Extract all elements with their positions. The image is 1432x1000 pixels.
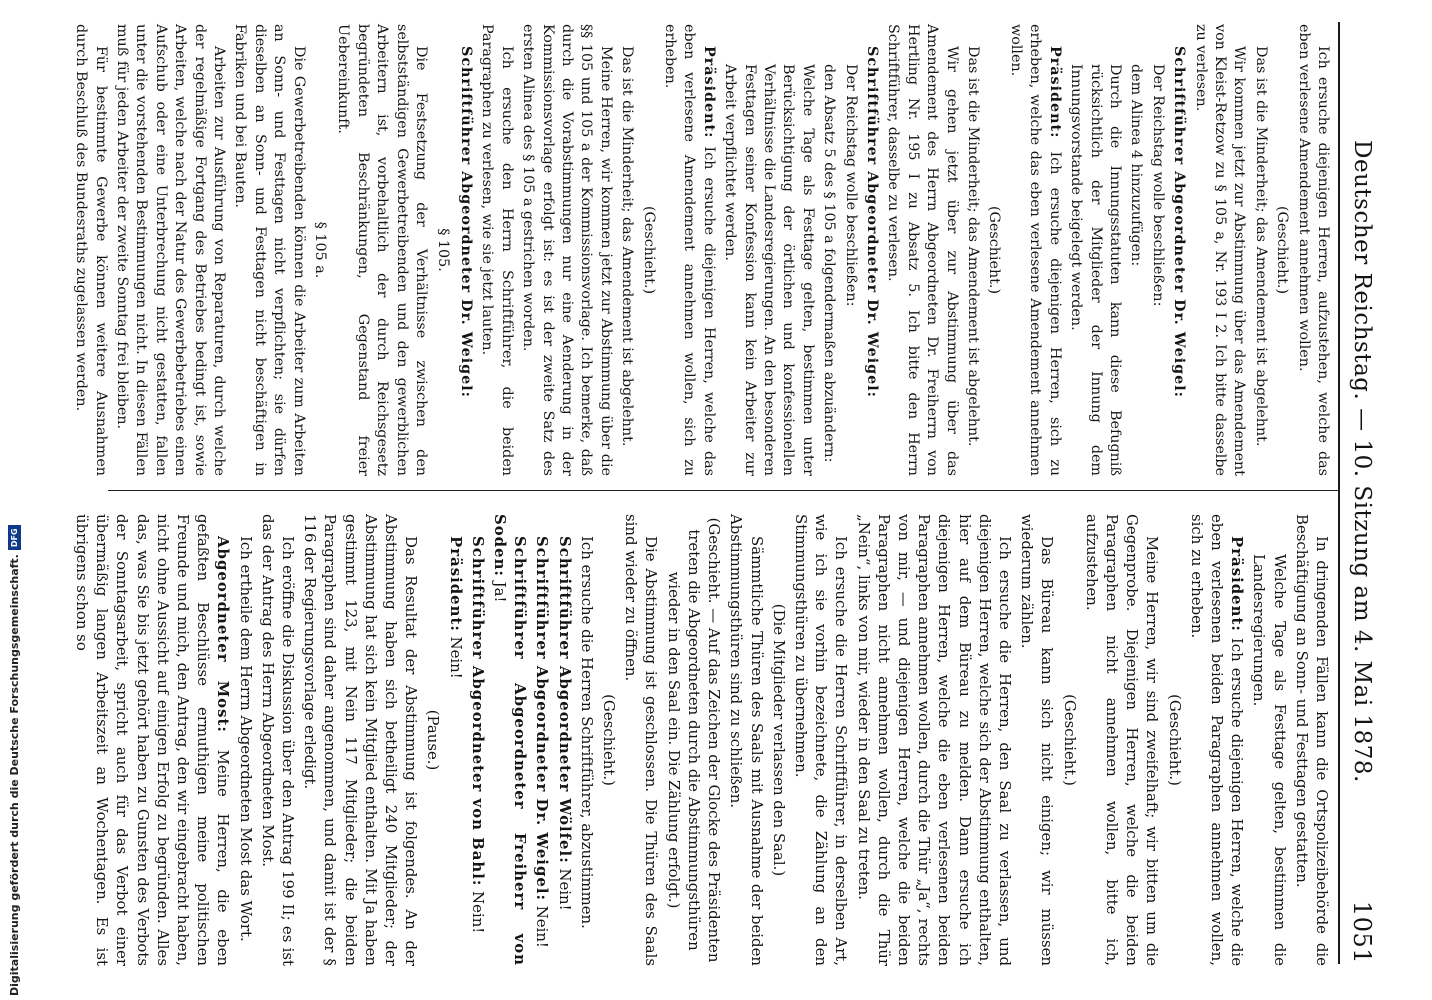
paragraph	[112, 24, 228, 476]
paragraph-text: Ich ersuche diejenigen Herren, sich zu erheben, welche das eben verlesene Amendement annehmen wollen.	[1007, 24, 1063, 477]
paragraph-text: Arbeiten zur Ausführung von Reparaturen, durch welche der regelmäßige Fortgang des Betriebes bedingt ist, sowie Arbeiten, welche nach der Natur des Gewerbebetriebes einen Aufschub oder eine Unterbrechung nicht gestatten, fallen unter die vorstehenden Bestimmungen nicht. In diesen Fällen muß für jeden Arbeiter der zweite Sonntag frei bleiben.	[114, 24, 228, 476]
stage-direction	[1272, 24, 1291, 476]
paragraph	[300, 514, 421, 966]
paragraph	[456, 24, 475, 476]
paragraph-text: (Pause.)	[424, 709, 443, 771]
credit-text: Digitalisierung gefördert durch die Deutsche Forschungsgemeinschaft.	[8, 554, 21, 996]
right-column	[70, 514, 1332, 966]
speaker-name: Präsident:	[1046, 46, 1063, 139]
stage-direction	[664, 514, 725, 966]
section-heading	[432, 24, 451, 476]
paragraph-text: Ich ersuche diejenigen Herren, aufzustehen, welche das eben verlesene Amendement annehmen wollen.	[1295, 24, 1331, 476]
paragraph-text: § 105 a.	[312, 221, 329, 279]
paragraph-text: Meine Herren, die eben gefaßten Beschlüsse ermuthigen meine politischen Freunde und mich, den Antrag, den wir eingebracht haben, nicht ohne Aussicht auf einigen Erfolg zu begründen. Alles das, was Sie bis jetzt gehört haben zu Gunsten des Verbots der Sonntagsarbeit, spricht auch für das Verbot einer übermäßig langen Arbeitszeit an Wochentagen. Es ist übrigens schon so	[73, 514, 233, 967]
stage-direction	[1059, 514, 1079, 966]
paragraph-text: Meine Herren, wir sind zweifelhaft; wir bitten um die Gegenprobe. Diejenigen Herren, welche die beiden Paragraphen nicht annehmen wollen, bitte ich, aufzustehen.	[1082, 514, 1162, 966]
paragraph	[1187, 514, 1248, 966]
paragraph	[621, 514, 661, 966]
paragraph	[853, 514, 1015, 966]
speaker-name: Abgeordneter Most:	[214, 536, 233, 733]
paragraph-text: Ich ersuche die Herren Schriftführer, abzustimmen.	[577, 536, 596, 929]
paragraph-text: Die Festsetzung der Verhältnisse zwischen den selbstständigen Gewerbetreibenden und den gewerblichen Arbeitern ist, vorbehaltlich der durch Reichsgesetz begründeten Beschränkungen, Gegenstand freier Uebereinkunft.	[335, 24, 430, 476]
paragraph	[230, 24, 308, 476]
paragraph	[333, 24, 430, 476]
paragraph-text: Die Abstimmung ist geschlossen. Die Thüren des Saals sind wieder zu öffnen.	[622, 514, 661, 966]
paragraph	[1082, 514, 1163, 966]
paragraph-text: Ich ersuche diejenigen Herren, welche das eben verlesene Amendement annehmen wollen, sich zu erheben.	[662, 24, 717, 477]
paragraph	[660, 24, 718, 476]
paragraph-text: (Geschieht.)	[640, 205, 657, 295]
paragraph	[862, 24, 881, 476]
paragraph	[1250, 24, 1269, 476]
paragraph	[71, 24, 110, 476]
paragraph-text: Wir gehen jetzt über zur Abstimmung über das Amendement des Herrn Abgeordneten Dr. Freiherrn von Hertling Nr. 195 I zu Absatz 5. Ich bitte den Herrn Schriftführer, dasselbe zu verlesen.	[885, 24, 960, 476]
paragraph	[883, 24, 961, 476]
paragraph-text: Die Gewerbetreibenden können die Arbeiter zum Arbeiten an Sonn- und Festtagen nicht verpflichten; sie dürfen dieselben an Sonn- und Festtagen nicht beschäftigen in Fabriken und bei Bauten.	[232, 24, 307, 476]
speaker-name: Schriftführer Abgeordneter Wölfel:	[555, 536, 574, 864]
quoted-motion	[819, 24, 838, 476]
paragraph	[468, 514, 488, 966]
paragraph-text: dem Alinea 4 hinzuzufügen:	[1128, 64, 1145, 267]
paragraph	[258, 514, 298, 966]
speaker-name: Präsident:	[1228, 536, 1247, 632]
paragraph-text: (Geschieht.)	[1060, 694, 1079, 786]
paragraph	[1169, 24, 1188, 476]
paragraph-text: Welche Tage als Festtage gelten, bestimmen die Landesregierungen.	[1250, 554, 1289, 966]
stage-direction	[423, 514, 443, 966]
paragraph-text: den Absatz 5 des § 105 a folgendermaßen abzuändern:	[821, 64, 838, 463]
paragraph-text: Ich ersuche die Herren, den Saal zu verlassen, und diejenigen Herren, welche sich der Abstimmung enthalten, hier auf dem Büreau zu melden. Dann ersuche ich diejenigen Herren, welche die eben verlesenen beiden Paragraphen annehmen wollen, durch die Thür „Ja“, rechts von mir, — und diejenigen Herren, welche die beiden Paragraphen nicht annehmen wollen, durch die Thür „Nein“, links von mir, wieder in den Saal zu treten.	[854, 514, 1014, 966]
speaker-name: Schriftführer Abgeordneter von Bahl:	[468, 536, 487, 887]
paragraph	[490, 514, 530, 966]
left-column	[69, 24, 1332, 476]
dfg-logo: DFG	[8, 525, 21, 550]
speaker-name: Schriftführer Abgeordneter Freiherr von Soden:	[491, 514, 530, 966]
paragraph	[1293, 24, 1332, 476]
speaker-name: Schriftführer Abgeordneter Dr. Weigel:	[533, 536, 552, 901]
quoted-motion	[720, 24, 817, 476]
running-title: Deutscher Reichstag. — 10. Sitzung am 4. Mai 1878.	[1349, 140, 1375, 783]
quoted-motion	[1066, 24, 1124, 476]
paragraph	[1006, 24, 1064, 476]
paragraph-text: Das Resultat der Abstimmung ist folgendes. An der Abstimmung haben sich betheiligt 240 Mitglieder; der Abstimmung hat sich kein Mitglied enthalten. Mit Ja haben gestimmt 123, mit Nein 117 Mitglieder; die beiden Paragraphen sind daher angenommen, und damit ist der § 116 der Regierungsvorlage erledigt.	[301, 514, 421, 966]
paragraph-text: Nein!	[533, 905, 552, 948]
paragraph	[1190, 24, 1248, 476]
paragraph	[532, 514, 552, 966]
paragraph-text: Ich ersuche diejenigen Herren, welche die eben verlesenen beiden Paragraphen annehmen wollen, sich zu erheben.	[1187, 514, 1247, 967]
paragraph-text: Sämmtliche Thüren des Saals mit Ausnahme der beiden Abstimmungsthüren sind zu schließen.	[727, 514, 766, 966]
paragraph-text: In dringenden Fällen kann die Ortspolizeibehörde die Beschäftigung an Sonn- und Festtagen gestatten.	[1292, 514, 1331, 966]
paragraph	[235, 514, 255, 966]
paragraph-text: Nein!	[446, 636, 465, 679]
paragraph-text: Meine Herren, wir kommen jetzt zur Abstimmung über die §§ 105 und 105 a der Kommissionsvorlage. Ich bemerke, daß durch die Vorabstimmungen nur eine Aenderung in der Kommissionsvorlage erfolgt ist: es ist der zweite Satz des ersten Alinea des § 105 a gestrichen worden.	[520, 24, 614, 476]
speaker-name: Präsident:	[446, 536, 465, 632]
paragraph	[445, 514, 465, 966]
column-divider	[108, 490, 1338, 491]
paragraph	[1017, 514, 1057, 966]
paragraph	[963, 24, 982, 476]
quoted-motion	[840, 24, 859, 476]
paragraph	[791, 514, 852, 966]
paragraph-text: § 105.	[434, 228, 451, 272]
speaker-name: Schriftführer Abgeordneter Dr. Weigel:	[864, 46, 881, 398]
speaker-name: Schriftführer Abgeordneter Dr. Weigel:	[1171, 46, 1188, 398]
speaker-name: Präsident:	[700, 46, 717, 139]
quoted-motion	[1147, 24, 1166, 476]
paragraph-text: (Geschieht.)	[986, 205, 1003, 295]
paragraph	[554, 514, 574, 966]
stage-direction	[769, 514, 789, 966]
paragraph-text: (Geschieht.)	[600, 694, 619, 786]
paragraph-text: Ich ersuche die Herren Schriftführer, in derselben Art, wie ich sie vorhin bezeichnete, die Zählung an den Stimmungsthüren zu übernehmen.	[791, 514, 851, 966]
paragraph-text: Das ist die Minderheit; das Amendement ist abgelehnt.	[1252, 46, 1269, 447]
paragraph-text: Das ist die Minderheit; das Amendement ist abgelehnt.	[965, 46, 982, 447]
paragraph-text: Das Büreau kann sich nicht einigen; wir müssen wiederum zählen.	[1018, 514, 1057, 966]
paragraph-text: Der Reichstag wolle beschließen:	[1149, 64, 1166, 307]
paragraph-text: Nein!	[555, 868, 574, 911]
paragraph	[477, 24, 516, 476]
paragraph-text: Ich ersuche den Herrn Schriftführer, die beiden Paragraphen zu verlesen, wie sie jetzt lauten.	[479, 24, 515, 476]
paragraph-text: (Die Mitglieder verlassen den Saal.)	[769, 603, 788, 877]
paragraph	[617, 24, 636, 476]
quoted-motion	[1249, 514, 1289, 966]
paragraph-text: Ich eröffne die Diskussion über den Antrag 199 II; es ist das der Antrag des Herrn Abgeordneten Most.	[258, 514, 298, 966]
paragraph-text: (Geschieht.)	[1165, 694, 1184, 786]
paragraph	[726, 514, 766, 966]
page-number: 1051	[1348, 900, 1376, 964]
speaker-name: Schriftführer Abgeordneter Dr. Weigel:	[457, 46, 474, 398]
running-header	[1344, 22, 1380, 964]
paragraph-text: Für bestimmte Gewerbe können weitere Ausnahmen durch Beschluß des Bundesraths zugelassen werden.	[73, 24, 109, 476]
paragraph-text: Nein!	[468, 891, 487, 934]
paragraph-text: Der Reichstag wolle beschließen:	[842, 64, 859, 307]
paragraph	[518, 24, 615, 476]
paragraph-text: Wir kommen jetzt zur Abstimmung über das Amendement von Kleist-Retzow zu § 105 a, Nr. 193 I 2. Ich bitte dasselbe zu verlesen.	[1192, 24, 1248, 476]
stage-direction	[1164, 514, 1184, 966]
paragraph-text: Ja!	[491, 581, 510, 603]
paragraph	[1292, 514, 1332, 966]
stage-direction	[984, 24, 1003, 476]
paragraph-text: Durch die Innungsstatuten kann diese Befugniß rücksichtlich der Mitglieder der Innung dem Innungsvorstande beigelegt werden.	[1068, 64, 1123, 476]
paragraph-text: (Geschieht. — Auf das Zeichen der Glocke des Präsidenten treten die Abgeordneten durch die Abstimmungsthüren wieder in den Saal ein. Die Zählung erfolgt.)	[664, 517, 724, 963]
section-heading	[310, 24, 329, 476]
paragraph-text: Ich ertheile dem Herrn Abgeordneten Most das Wort.	[236, 536, 255, 942]
paragraph-text: Welche Tage als Festtage gelten, bestimmen unter Berücksichtigung der örtlichen und konfessionellen Verhältnisse die Landesregierungen. An den besonderen Festtagen seiner Konfession kann kein Arbeiter zur Arbeit verpflichtet werden.	[722, 64, 816, 476]
paragraph	[72, 514, 234, 966]
header-rule	[1338, 22, 1340, 964]
paragraph	[577, 514, 597, 966]
stage-direction	[638, 24, 657, 476]
stage-direction	[599, 514, 619, 966]
paragraph-text: (Geschieht.)	[1274, 205, 1291, 295]
quoted-motion	[1126, 24, 1145, 476]
paragraph-text: Das ist die Minderheit; das Amendement ist abgelehnt.	[619, 46, 636, 447]
